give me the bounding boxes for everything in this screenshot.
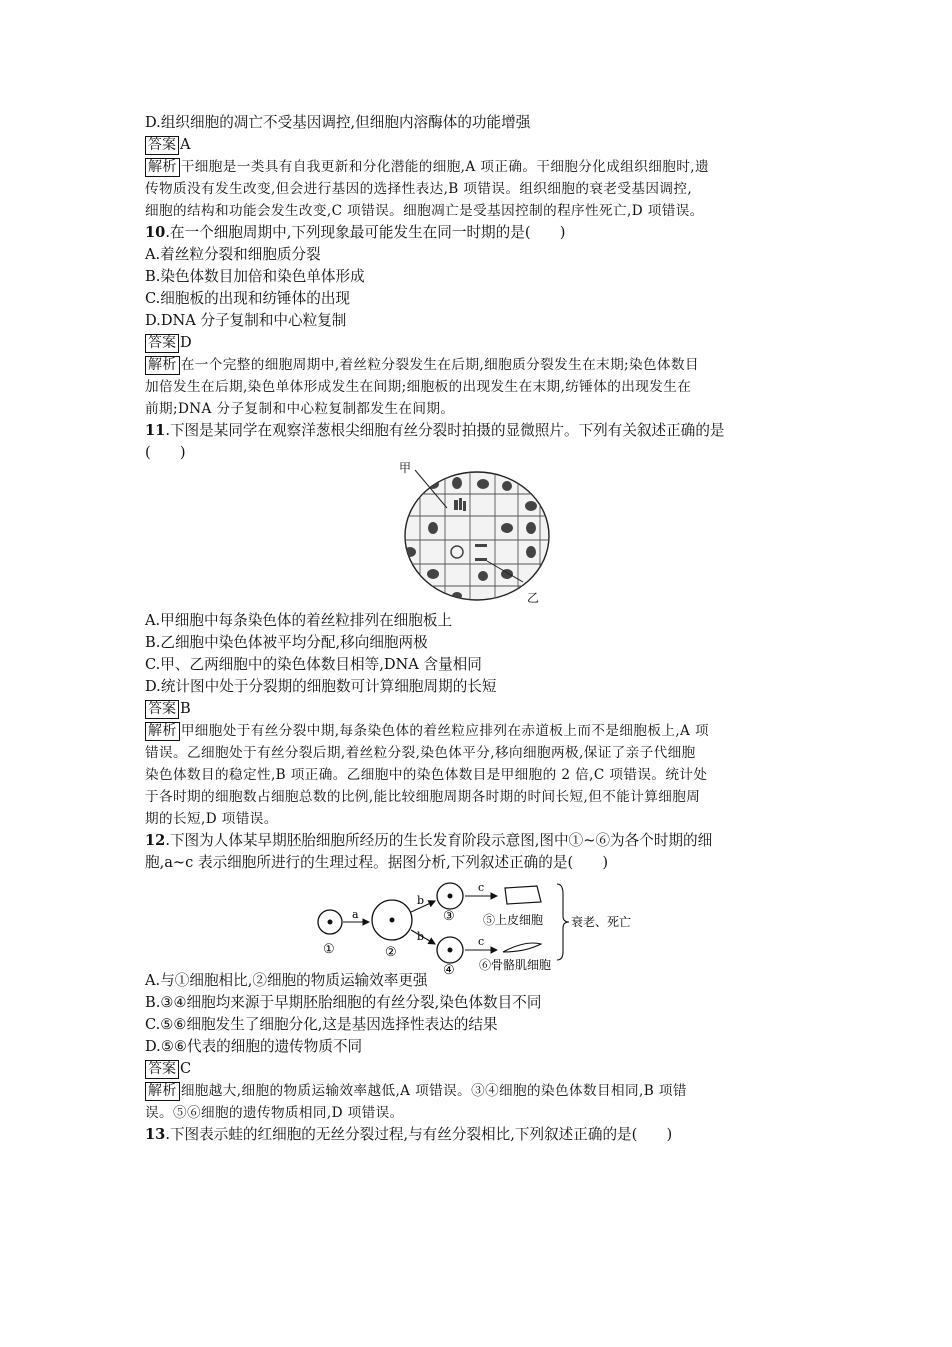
analysis-tag: 解析: [145, 1082, 180, 1101]
label-yi: 乙: [527, 591, 540, 605]
q12-stem-cont: 胞,a~c 表示细胞所进行的生理过程。据图分析,下列叙述正确的是( ): [145, 854, 609, 871]
q10-stem: 10.在一个细胞周期中,下列现象最可能发生在同一时期的是( ): [145, 224, 566, 241]
q12-number: 12: [145, 832, 166, 849]
q12-option: C.⑤⑥细胞发生了细胞分化,这是基因选择性表达的结果: [145, 1016, 498, 1033]
q11-analysis-line: 错误。乙细胞处于有丝分裂后期,着丝粒分裂,染色体平分,移向细胞两极,保证了亲子代细胞: [145, 745, 696, 761]
q13-stem: 13.下图表示蛙的红细胞的无丝分裂过程,与有丝分裂相比,下列叙述正确的是( ): [145, 1126, 673, 1143]
q10-answer: D: [180, 334, 192, 351]
label-cell-2: ②: [385, 945, 397, 960]
label-b-bottom: b: [417, 930, 425, 943]
onion-root-tip-micrograph: [145, 461, 815, 610]
q12-answer: C: [180, 1060, 192, 1077]
label-a: a: [352, 908, 359, 921]
answer-tag: 答案: [145, 334, 179, 353]
label-c-top: c: [478, 881, 485, 894]
label-cell-3: ③: [443, 909, 455, 924]
q11-analysis-line: 解析 甲细胞处于有丝分裂中期,每条染色体的着丝粒应排列在赤道板上而不是细胞板上,A 项: [145, 720, 815, 742]
q11-answer-row: [145, 698, 815, 720]
label-jia: 甲: [399, 461, 412, 475]
q10-option: C.细胞板的出现和纺锤体的出现: [145, 290, 351, 307]
label-cell-4: ④: [443, 963, 455, 978]
development-diagram: [145, 874, 815, 978]
q10-analysis-line: 解析 在一个完整的细胞周期中,着丝粒分裂发生在后期,细胞质分裂发生在末期;染色体数目: [145, 354, 815, 376]
q9-analysis-line: 解析 干细胞是一类具有自我更新和分化潜能的细胞,A 项正确。干细胞分化成组织细胞时,遗: [145, 156, 815, 178]
q9-analysis-line: 细胞的结构和功能会发生改变,C 项错误。细胞凋亡是受基因控制的程序性死亡,D 项错误。: [145, 203, 704, 219]
label-cell-5: ⑤上皮细胞: [483, 913, 544, 927]
cell-development-diagram: [145, 874, 815, 978]
q11-analysis-line: 于各时期的细胞数占细胞总数的比例,能比较细胞周期各时期的时间长短,但不能计算细胞周: [145, 789, 701, 805]
label-cell-6: ⑥骨骼肌细胞: [479, 958, 552, 972]
page-content: [145, 112, 815, 1146]
analysis-tag: 解析: [145, 356, 180, 375]
q13-number: 13: [145, 1126, 166, 1143]
label-c-bottom: c: [478, 935, 485, 948]
q11-option: C.甲、乙两细胞中的染色体数目相等,DNA 含量相同: [145, 656, 482, 673]
q10-option: B.染色体数目加倍和染色单体形成: [145, 268, 365, 285]
q12-analysis-line: 解析 细胞越大,细胞的物质运输效率越低,A 项错误。③④细胞的染色体数目相同,B 项错: [145, 1080, 815, 1102]
q10-number: 10: [145, 224, 166, 241]
q11-option: B.乙细胞中染色体被平均分配,移向细胞两极: [145, 634, 428, 651]
q11-stem-cont: ( ): [145, 444, 186, 461]
q11-analysis-line: 染色体数目的稳定性,B 项正确。乙细胞中的染色体数目是甲细胞的 2 倍,C 项错误。统计处: [145, 767, 708, 783]
micrograph-figure: [145, 461, 815, 610]
analysis-tag: 解析: [145, 722, 180, 741]
q10-analysis-line: 加倍发生在后期,染色单体形成发生在间期;细胞板的出现发生在末期,纺锤体的出现发生在: [145, 379, 692, 395]
q12-option: A.与①细胞相比,②细胞的物质运输效率更强: [145, 972, 428, 989]
q11-option: A.甲细胞中每条染色体的着丝粒排列在细胞板上: [145, 612, 453, 629]
answer-tag: 答案: [145, 136, 179, 155]
answer-tag: 答案: [145, 1060, 179, 1079]
q11-option: D.统计图中处于分裂期的细胞数可计算细胞周期的长短: [145, 678, 497, 695]
q9-answer-row: [145, 134, 815, 156]
q10-answer-row: [145, 332, 815, 354]
q9-option-d: D.组织细胞的凋亡不受基因调控,但细胞内溶酶体的功能增强: [145, 114, 531, 131]
q11-stem: 11.下图是某同学在观察洋葱根尖细胞有丝分裂时拍摄的显微照片。下列有关叙述正确的是: [145, 422, 725, 439]
q12-stem: 12.下图为人体某早期胚胎细胞所经历的生长发育阶段示意图,图中①~⑥为各个时期的细: [145, 832, 713, 849]
q12-analysis-line: 误。⑤⑥细胞的遗传物质相同,D 项错误。: [145, 1105, 404, 1121]
q11-answer: B: [180, 700, 191, 717]
label-fate: 衰老、死亡: [571, 915, 632, 929]
q10-option: A.着丝粒分裂和细胞质分裂: [145, 246, 321, 263]
label-cell-1: ①: [323, 942, 335, 957]
q11-number: 11: [145, 422, 166, 439]
analysis-tag: 解析: [145, 158, 180, 177]
q11-analysis-line: 期的长短,D 项错误。: [145, 811, 278, 827]
label-b-top: b: [417, 894, 425, 907]
q12-option: B.③④细胞均来源于早期胚胎细胞的有丝分裂,染色体数目不同: [145, 994, 542, 1011]
q12-option: D.⑤⑥代表的细胞的遗传物质不同: [145, 1038, 363, 1055]
q12-answer-row: [145, 1058, 815, 1080]
answer-tag: 答案: [145, 700, 179, 719]
q10-analysis-line: 前期;DNA 分子复制和中心粒复制都发生在间期。: [145, 401, 455, 417]
q9-analysis-line: 传物质没有发生改变,但会进行基因的选择性表达,B 项错误。组织细胞的衰老受基因调控,: [145, 181, 693, 197]
q10-option: D.DNA 分子复制和中心粒复制: [145, 312, 347, 329]
q9-answer: A: [180, 136, 191, 153]
